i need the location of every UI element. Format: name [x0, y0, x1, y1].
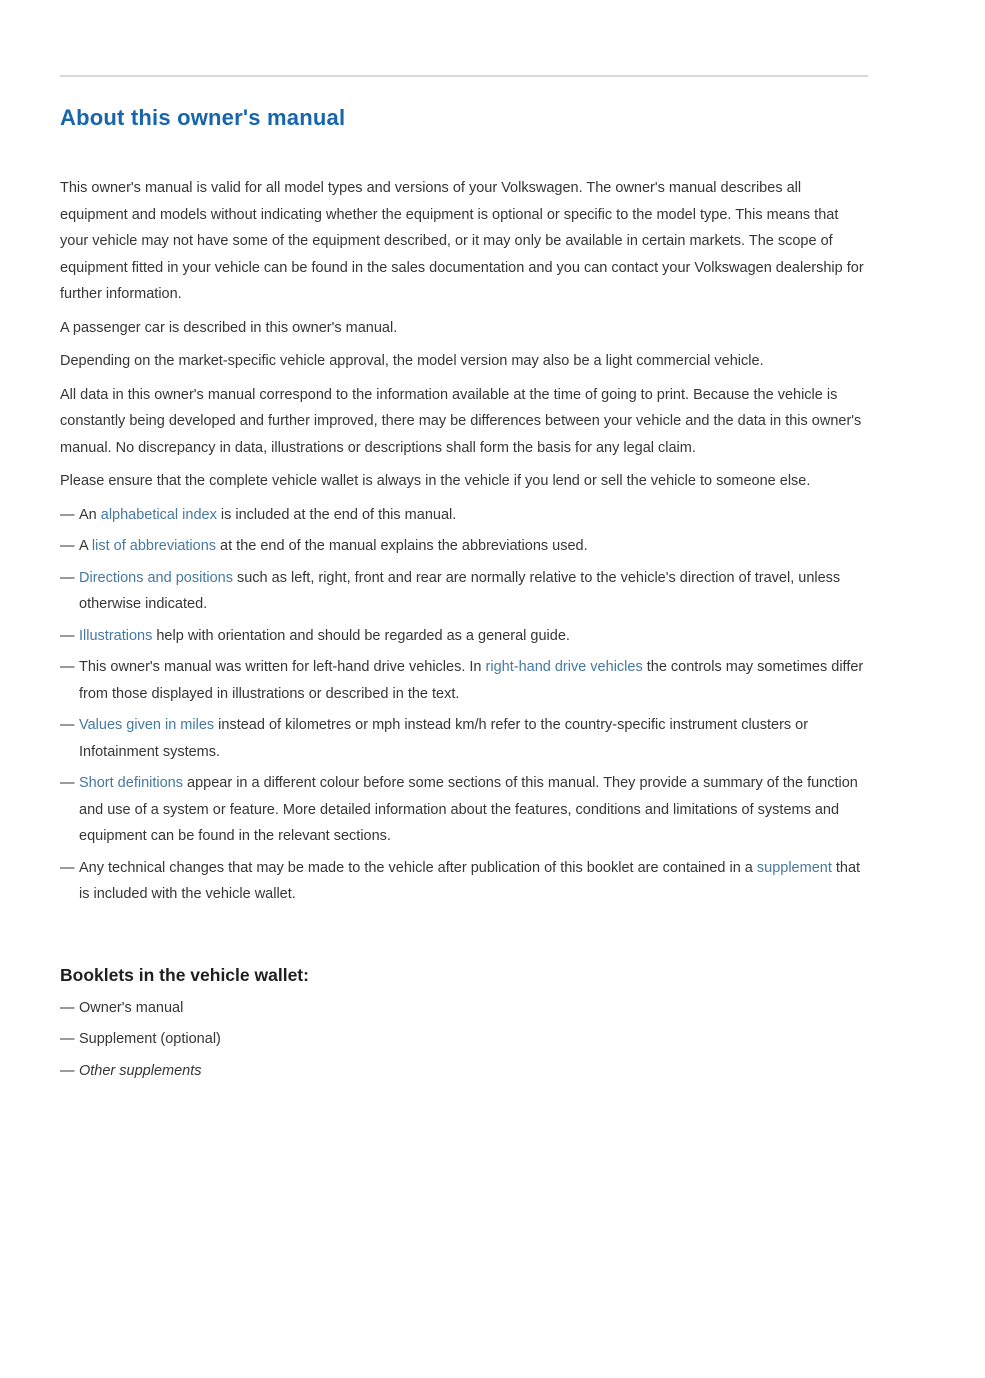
cross-reference-link[interactable]: alphabetical index [100, 506, 217, 523]
text-segment: An [79, 506, 101, 523]
dash-marker: — [60, 775, 75, 791]
booklet-item-text: Other supplements [79, 1062, 202, 1079]
intro-paragraphs [60, 175, 868, 495]
dash-list-item [60, 502, 868, 529]
cross-reference-link[interactable]: Values given in miles [79, 717, 215, 733]
text-segment: that is included with the vehicle wallet. [79, 859, 861, 902]
dash-item-text [79, 570, 840, 613]
top-divider-rule [60, 75, 868, 77]
booklet-list-item [60, 1058, 868, 1085]
dash-marker: — [60, 659, 75, 675]
booklet-list-item [60, 995, 868, 1022]
text-segment: instead of kilometres or mph instead km/h refer to the country-specific instrument clusters or Infotainment systems. [79, 717, 809, 760]
dash-list-item [60, 654, 868, 707]
dash-item-text [79, 659, 863, 702]
dash-list [60, 502, 868, 908]
dash-list-item [60, 533, 868, 560]
dash-marker: — [60, 506, 75, 523]
cross-reference-link[interactable]: Directions and positions [79, 569, 233, 586]
dash-item-text [79, 628, 570, 644]
booklet-item-text: Supplement (optional) [79, 1031, 221, 1047]
text-segment: appear in a different colour before some sections of this manual. They provide a summary of the function and use of a system or feature. More detailed information about the features, conditions and limitations of systems and equipment can be found in the relevant sections. [79, 775, 858, 844]
dash-list-item [60, 623, 868, 650]
text-segment: help with orientation and should be regarded as a general guide. [152, 627, 570, 644]
text-segment: at the end of the manual explains the abbreviations used. [216, 538, 588, 554]
dash-marker: — [60, 627, 75, 644]
dash-item-text [79, 507, 456, 523]
text-segment: such as left, right, front and rear are normally relative to the vehicle's direction of travel, unless otherwise indicated. [79, 569, 841, 612]
booklet-list [60, 995, 868, 1085]
dash-marker: — [60, 999, 75, 1016]
dash-marker: — [60, 538, 75, 554]
page-title: About this owner's manual [60, 105, 346, 130]
body-paragraph: Please ensure that the complete vehicle wallet is always in the vehicle if you lend or sell the vehicle to someone else. [60, 473, 811, 489]
dash-list-item [60, 565, 868, 618]
booklet-list-item [60, 1026, 868, 1053]
dash-item-text [79, 860, 860, 903]
dash-list-item [60, 770, 868, 850]
cross-reference-link[interactable]: Illustrations [79, 627, 153, 644]
dash-marker: — [60, 1062, 75, 1079]
body-paragraph: Depending on the market-specific vehicle approval, the model version may also be a light commercial vehicle. [60, 353, 764, 369]
text-segment: A [79, 538, 92, 554]
cross-reference-link[interactable]: Short definitions [79, 775, 183, 791]
dash-item-text [79, 717, 808, 760]
dash-item-text [79, 538, 588, 554]
text-segment: This owner's manual was written for left-hand drive vehicles. In [79, 659, 486, 675]
dash-list-item [60, 855, 868, 908]
booklets-heading: Booklets in the vehicle wallet: [60, 964, 309, 985]
booklet-item-text: Owner's manual [79, 999, 184, 1016]
cross-reference-link[interactable]: supplement [756, 859, 832, 876]
dash-marker: — [60, 859, 75, 876]
body-paragraph: A passenger car is described in this owner's manual. [60, 319, 398, 336]
cross-reference-link[interactable]: right-hand drive vehicles [485, 659, 643, 675]
body-paragraph: All data in this owner's manual correspond to the information available at the time of going to print. Because the vehicle is constantly being developed and further improved, there may be differences between your vehicle and the data in this owner's manual. No discrepancy in data, illustrations or descriptions shall form the basis for any legal claim. [60, 386, 862, 456]
text-segment: is included at the end of this manual. [216, 506, 457, 523]
page-content [60, 175, 868, 908]
dash-marker: — [60, 1031, 75, 1047]
text-segment: the controls may sometimes differ from those displayed in illustrations or described in the text. [79, 659, 864, 702]
cross-reference-link[interactable]: list of abbreviations [91, 538, 217, 554]
dash-list-item [60, 712, 868, 765]
dash-marker: — [60, 569, 75, 586]
body-paragraph: This owner's manual is valid for all model types and versions of your Volkswagen. The owner's manual describes all equipment and models without indicating whether the equipment is optional or specific to the model type. This means that your vehicle may not have some of the equipment described, or it may only be available in certain markets. The scope of equipment fitted in your vehicle can be found in the sales documentation and you can contact your Volkswagen dealership for further information. [60, 180, 864, 302]
dash-item-text [79, 775, 858, 844]
text-segment: Any technical changes that may be made to the vehicle after publication of this booklet are contained in a [79, 859, 757, 876]
dash-marker: — [60, 717, 75, 733]
